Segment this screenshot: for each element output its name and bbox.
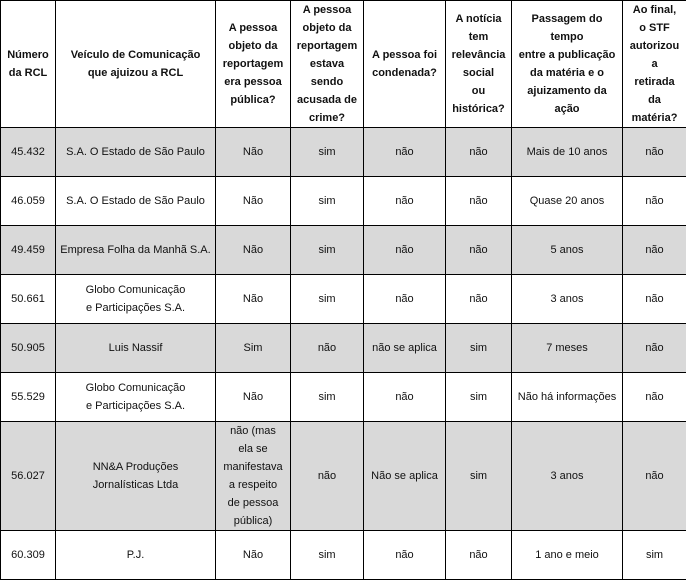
cell-passagem-tempo: 7 meses [512,324,623,373]
cell-stf-autorizou: não [623,422,686,531]
cell-veiculo: S.A. O Estado de São Paulo [56,128,216,177]
cell-veiculo: P.J. [56,531,216,580]
cell-relevancia: não [446,226,512,275]
cell-stf-autorizou: não [623,128,686,177]
cell-acusada-crime: sim [291,531,364,580]
cell-pessoa-publica: Não [216,373,291,422]
cell-condenada: não [364,531,446,580]
cell-pessoa-publica: Sim [216,324,291,373]
cell-condenada: não [364,373,446,422]
cell-passagem-tempo: 3 anos [512,275,623,324]
cell-numero: 50.661 [1,275,56,324]
cell-stf-autorizou: não [623,177,686,226]
cell-acusada-crime: sim [291,226,364,275]
cell-relevancia: não [446,128,512,177]
cell-pessoa-publica: Não [216,226,291,275]
cell-condenada: não [364,226,446,275]
cell-numero: 50.905 [1,324,56,373]
header-pessoa-publica: A pessoa objeto da reportagem era pessoa pública? [216,1,291,128]
cell-condenada: Não se aplica [364,422,446,531]
cell-passagem-tempo: 5 anos [512,226,623,275]
table-row [1,324,686,373]
table-row [1,422,686,531]
cell-relevancia: sim [446,373,512,422]
table-row [1,531,686,580]
cell-relevancia: sim [446,324,512,373]
cell-acusada-crime: sim [291,177,364,226]
cell-passagem-tempo: 3 anos [512,422,623,531]
cell-passagem-tempo: Quase 20 anos [512,177,623,226]
header-numero: Número da RCL [1,1,56,128]
cell-acusada-crime: sim [291,373,364,422]
cell-veiculo: NN&A Produções Jornalísticas Ltda [56,422,216,531]
cell-stf-autorizou: sim [623,531,686,580]
cell-veiculo: Empresa Folha da Manhã S.A. [56,226,216,275]
cell-veiculo: Globo Comunicação e Participações S.A. [56,275,216,324]
cell-veiculo: Luis Nassif [56,324,216,373]
header-passagem-tempo: Passagem do tempo entre a publicação da matéria e o ajuizamento da ação [512,1,623,128]
cell-condenada: não [364,128,446,177]
cell-numero: 46.059 [1,177,56,226]
table-row [1,177,686,226]
cell-pessoa-publica: Não [216,531,291,580]
cell-stf-autorizou: não [623,226,686,275]
cell-numero: 60.309 [1,531,56,580]
cell-pessoa-publica: Não [216,128,291,177]
cell-passagem-tempo: Não há informações [512,373,623,422]
cell-acusada-crime: não [291,324,364,373]
header-condenada: A pessoa foi condenada? [364,1,446,128]
cell-veiculo: Globo Comunicação e Participações S.A. [56,373,216,422]
cell-passagem-tempo: Mais de 10 anos [512,128,623,177]
header-veiculo: Veículo de Comunicação que ajuizou a RCL [56,1,216,128]
cell-relevancia: não [446,531,512,580]
table-row [1,128,686,177]
table-row [1,275,686,324]
cell-pessoa-publica: Não [216,177,291,226]
table-row [1,373,686,422]
cell-numero: 56.027 [1,422,56,531]
cell-veiculo: S.A. O Estado de São Paulo [56,177,216,226]
header-row [1,1,686,128]
header-stf-autorizou: Ao final, o STF autorizou a retirada da matéria? [623,1,686,128]
cell-relevancia: não [446,177,512,226]
cell-stf-autorizou: não [623,373,686,422]
cell-pessoa-publica: não (mas ela se manifestava a respeito de pessoa pública) [216,422,291,531]
cell-acusada-crime: sim [291,275,364,324]
header-acusada-crime: A pessoa objeto da reportagem estava sendo acusada de crime? [291,1,364,128]
cell-numero: 49.459 [1,226,56,275]
cell-stf-autorizou: não [623,324,686,373]
cell-stf-autorizou: não [623,275,686,324]
cell-acusada-crime: sim [291,128,364,177]
cell-condenada: não [364,275,446,324]
cell-passagem-tempo: 1 ano e meio [512,531,623,580]
cell-numero: 45.432 [1,128,56,177]
cell-condenada: não [364,177,446,226]
table-row [1,226,686,275]
cell-relevancia: sim [446,422,512,531]
cell-relevancia: não [446,275,512,324]
header-relevancia: A notícia tem relevância social ou histórica? [446,1,512,128]
cell-pessoa-publica: Não [216,275,291,324]
cell-condenada: não se aplica [364,324,446,373]
cell-acusada-crime: não [291,422,364,531]
cell-numero: 55.529 [1,373,56,422]
